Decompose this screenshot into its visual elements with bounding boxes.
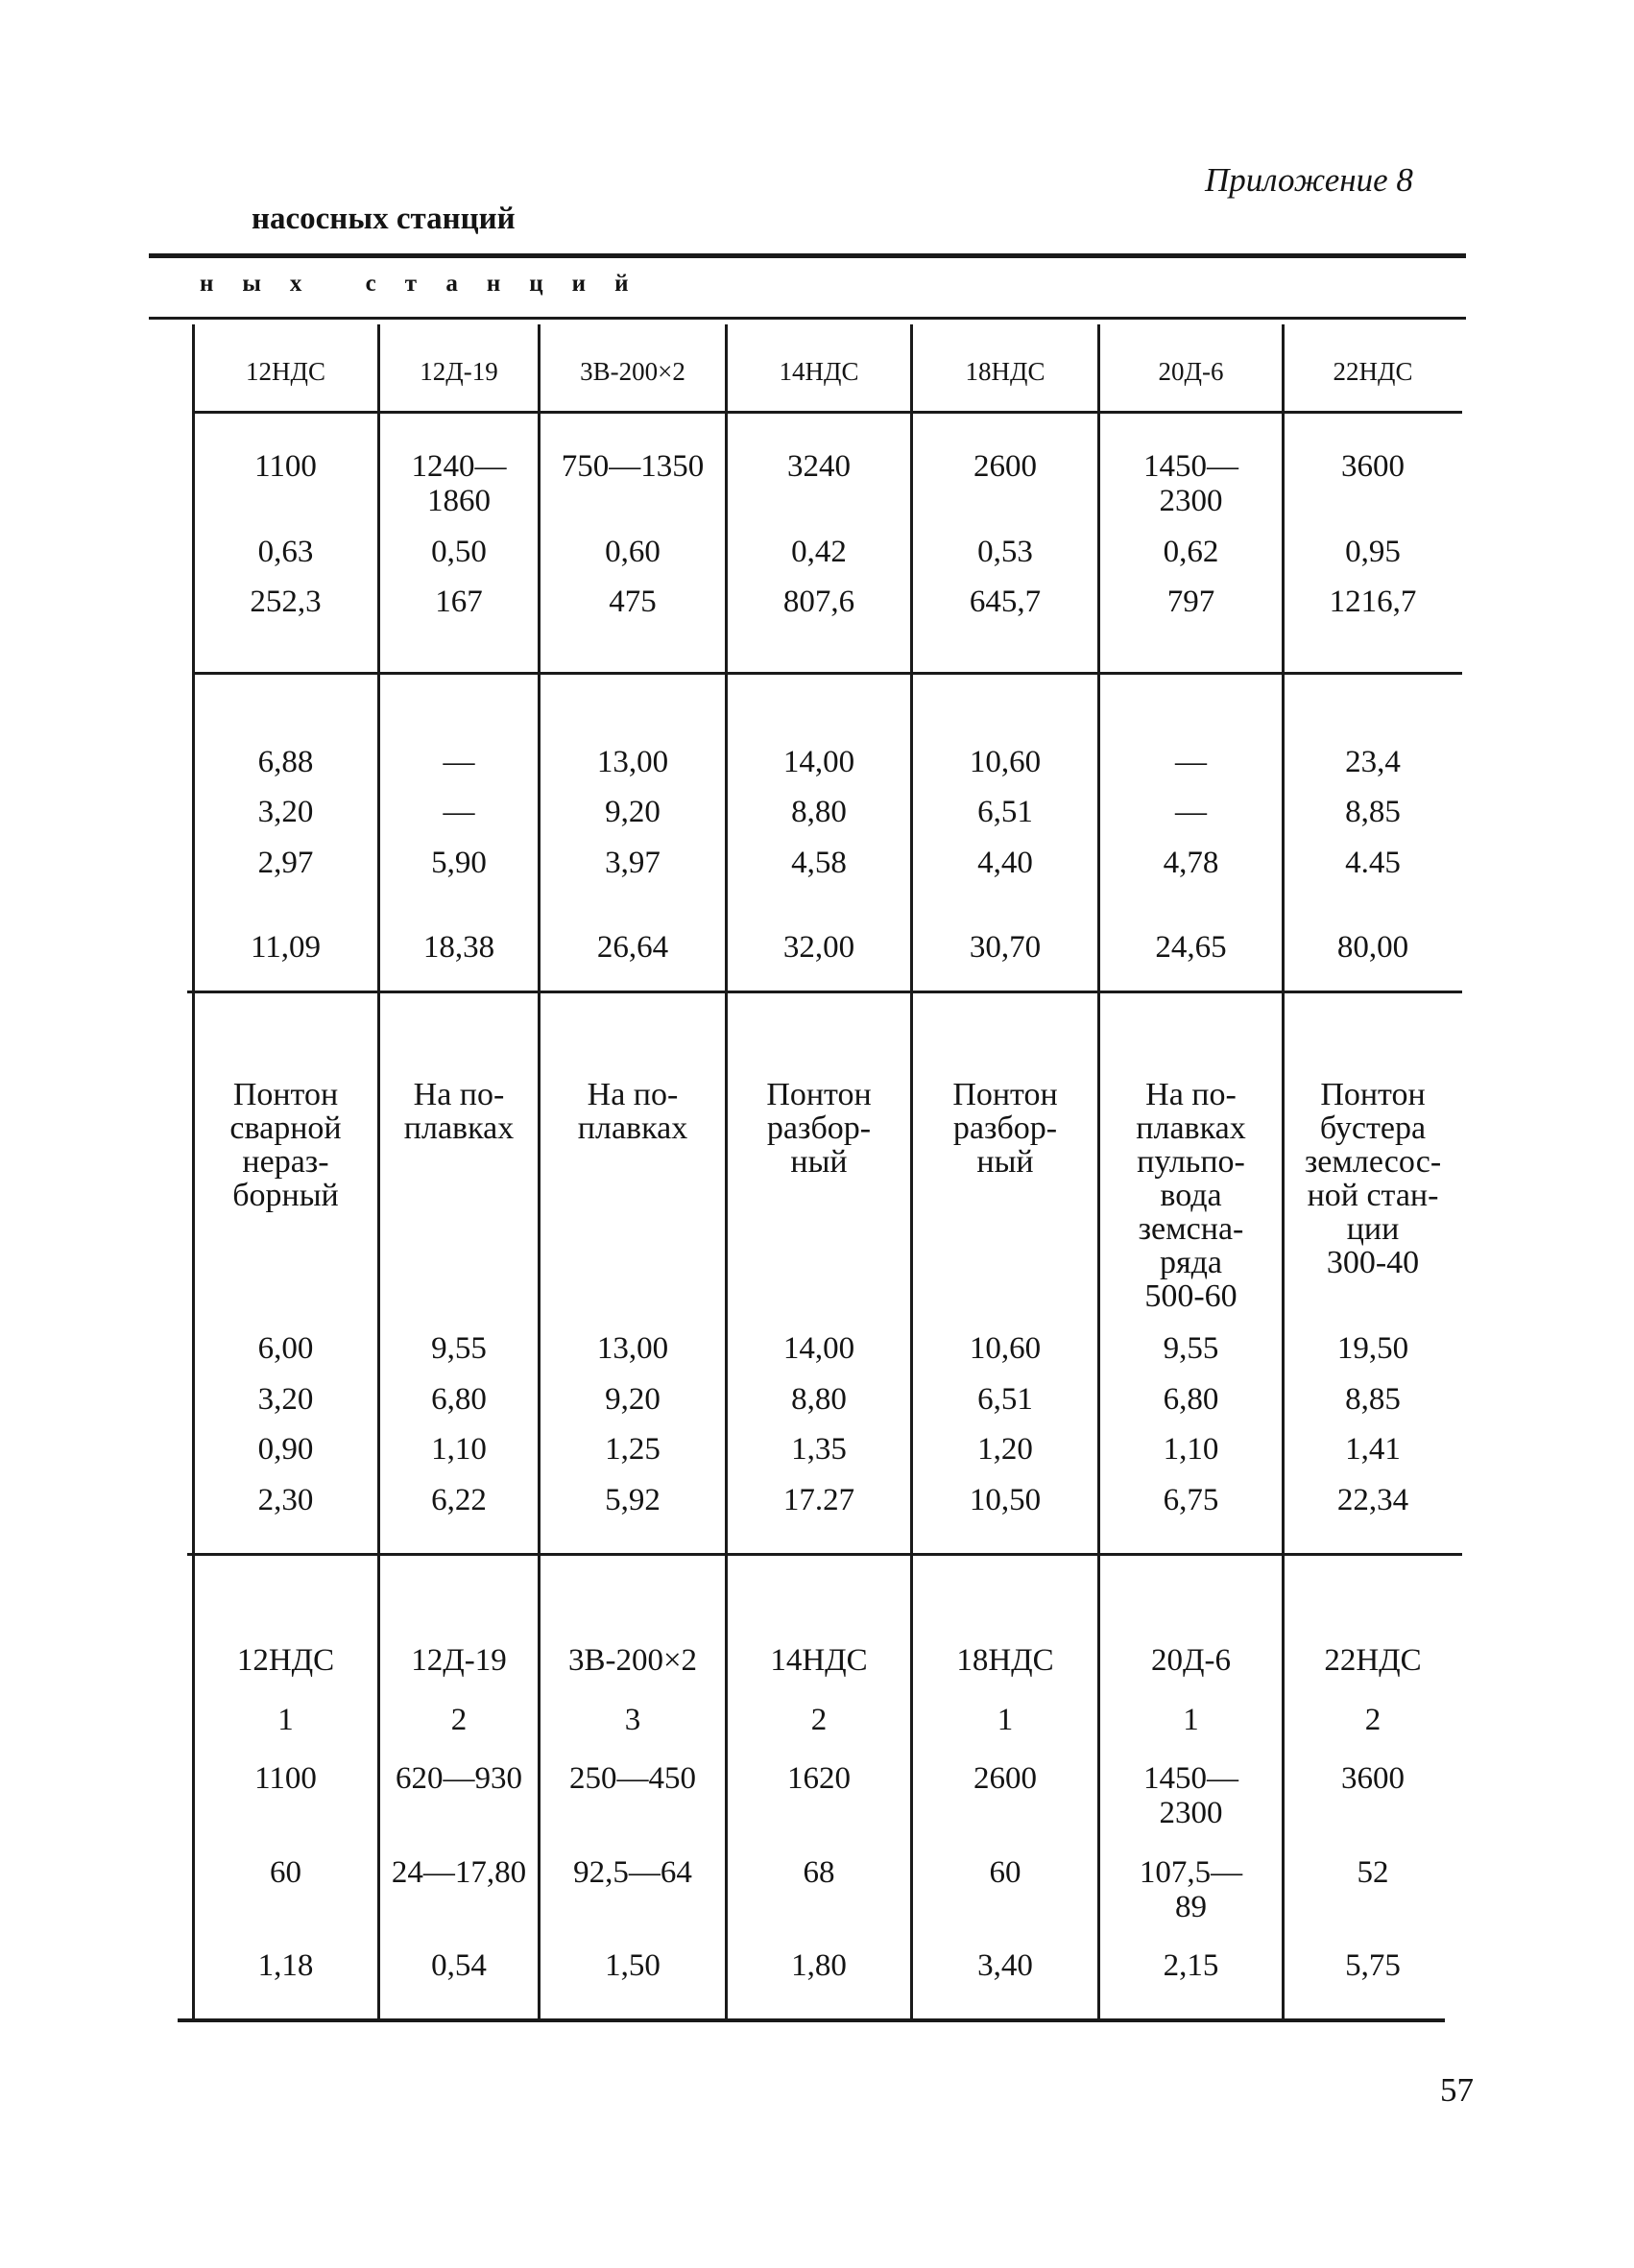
block4-cell: 1 (1183, 1703, 1199, 1737)
block2-cell: — (1175, 745, 1207, 779)
block1-cell: 0,95 (1345, 535, 1401, 569)
block2-cell: 23,4 (1345, 745, 1401, 779)
column-separator (910, 324, 913, 2018)
table-bottom-rule (178, 2018, 1445, 2022)
block3-cell: 6,80 (1163, 1382, 1219, 1417)
block4-cell: 1,80 (791, 1948, 847, 1983)
block4-cell: 3600 (1341, 1761, 1405, 1796)
block2-cell: 5,90 (431, 846, 487, 880)
block4-cell: 12Д-19 (411, 1643, 507, 1678)
block3-cell: 9,55 (1163, 1331, 1219, 1366)
block2-cell: 4.45 (1345, 846, 1401, 880)
block4-cell: 250—450 (569, 1761, 696, 1796)
block3-cell: 3,20 (257, 1382, 314, 1417)
block2-cell: 3,97 (605, 846, 661, 880)
block4-cell: 12НДС (236, 1643, 335, 1678)
block2-cell: 2,97 (257, 846, 314, 880)
block2-cell: 13,00 (596, 745, 669, 779)
block4-cell: 92,5—64 (573, 1855, 692, 1890)
block3-cell: 10,50 (969, 1483, 1042, 1517)
header-cell: 18НДС (965, 357, 1045, 386)
block2-cell: 4,58 (791, 846, 847, 880)
block4-cell: 2,15 (1163, 1948, 1219, 1983)
block2-cell: 30,70 (969, 930, 1042, 965)
block3-cell: 9,55 (431, 1331, 487, 1366)
block2-cell: 4,78 (1163, 846, 1219, 880)
block2-cell: 6,51 (977, 795, 1033, 829)
block2-cell: 8,85 (1345, 795, 1401, 829)
block2-cell: 26,64 (596, 930, 669, 965)
top-rule (149, 253, 1466, 258)
block3-cell: 6,00 (257, 1331, 314, 1366)
block3-cell: 6,75 (1163, 1483, 1219, 1517)
block3-cell: 1,25 (605, 1432, 661, 1467)
block2-bottom-rule (187, 991, 1462, 993)
block2-cell: 32,00 (782, 930, 855, 965)
block3-cell: 5,92 (605, 1483, 661, 1517)
spaced-heading: ных станций (200, 271, 658, 297)
block1-cell: 0,60 (605, 535, 661, 569)
block1-cell: 1240— 1860 (411, 449, 507, 518)
header-bottom-rule (192, 411, 1462, 414)
block1-cell: 252,3 (250, 585, 322, 619)
block1-cell: 2600 (973, 449, 1037, 484)
block2-cell: 10,60 (969, 745, 1042, 779)
block3-description: Понтон разбор- ный (952, 1077, 1058, 1180)
block1-cell: 3600 (1341, 449, 1405, 484)
block4-cell: 3 (624, 1703, 641, 1737)
block4-cell: 1,50 (605, 1948, 661, 1983)
block4-cell: 1100 (254, 1761, 317, 1796)
block3-description: Понтон разбор- ный (766, 1077, 872, 1180)
block3-cell: 1,41 (1345, 1432, 1401, 1467)
column-separator (1097, 324, 1100, 2018)
block3-cell: 13,00 (596, 1331, 669, 1366)
block1-cell: 1216,7 (1329, 585, 1417, 619)
block3-bottom-rule (187, 1553, 1462, 1556)
block2-cell: — (443, 745, 475, 779)
column-separator (725, 324, 728, 2018)
block1-cell: 167 (435, 585, 483, 619)
block4-cell: 0,54 (431, 1948, 487, 1983)
block4-cell: 107,5— 89 (1139, 1855, 1243, 1924)
block4-cell: 22НДС (1324, 1643, 1422, 1678)
block2-cell: 80,00 (1336, 930, 1409, 965)
column-separator (1282, 324, 1285, 2018)
block3-cell: 1,10 (1163, 1432, 1219, 1467)
block3-cell: 6,22 (431, 1483, 487, 1517)
block4-cell: 60 (989, 1855, 1021, 1890)
column-separator (377, 324, 380, 2018)
block3-cell: 19,50 (1336, 1331, 1409, 1366)
block1-cell: 750—1350 (561, 449, 705, 484)
block3-cell: 1,35 (791, 1432, 847, 1467)
header-cell: 20Д-6 (1158, 357, 1224, 386)
block4-cell: 1620 (787, 1761, 851, 1796)
block4-cell: 5,75 (1345, 1948, 1401, 1983)
block2-cell: 24,65 (1155, 930, 1227, 965)
header-cell: 14НДС (779, 357, 859, 386)
block4-cell: 2 (1364, 1703, 1382, 1737)
block2-cell: — (443, 795, 475, 829)
block4-cell: 68 (803, 1855, 835, 1890)
block2-cell: — (1175, 795, 1207, 829)
table-caption: насосных станций (252, 202, 516, 236)
block1-cell: 0,53 (977, 535, 1033, 569)
block3-cell: 22,34 (1336, 1483, 1409, 1517)
block1-cell: 1100 (254, 449, 317, 484)
block3-cell: 1,20 (977, 1432, 1033, 1467)
block2-cell: 11,09 (250, 930, 322, 965)
block3-cell: 8,80 (791, 1382, 847, 1417)
block4-cell: 52 (1357, 1855, 1389, 1890)
header-cell: 3В-200×2 (580, 357, 685, 386)
block1-cell: 0,50 (431, 535, 487, 569)
block2-cell: 18,38 (422, 930, 495, 965)
block4-cell: 18НДС (956, 1643, 1054, 1678)
table-left-border (192, 324, 195, 2018)
appendix-label: Приложение 8 (1205, 161, 1413, 199)
block4-cell: 620—930 (396, 1761, 522, 1796)
block2-cell: 3,20 (257, 795, 314, 829)
block1-cell: 0,63 (257, 535, 314, 569)
block3-description: Понтон сварной нераз- борный (229, 1077, 342, 1213)
block4-cell: 3,40 (977, 1948, 1033, 1983)
block1-cell: 645,7 (969, 585, 1042, 619)
block3-cell: 6,51 (977, 1382, 1033, 1417)
block1-cell: 807,6 (782, 585, 855, 619)
block3-cell: 9,20 (605, 1382, 661, 1417)
block1-bottom-rule (192, 672, 1462, 675)
block3-cell: 8,85 (1345, 1382, 1401, 1417)
block4-cell: 1450— 2300 (1143, 1761, 1238, 1830)
block4-cell: 1,18 (257, 1948, 314, 1983)
block1-cell: 797 (1166, 585, 1215, 619)
block2-cell: 6,88 (257, 745, 314, 779)
block4-cell: 2 (810, 1703, 828, 1737)
block4-cell: 14НДС (770, 1643, 868, 1678)
block4-cell: 2600 (973, 1761, 1037, 1796)
block2-cell: 9,20 (605, 795, 661, 829)
block3-cell: 14,00 (782, 1331, 855, 1366)
block3-cell: 1,10 (431, 1432, 487, 1467)
block4-cell: 1 (277, 1703, 294, 1737)
header-cell: 22НДС (1333, 357, 1413, 386)
block3-cell: 10,60 (969, 1331, 1042, 1366)
block4-cell: 20Д-6 (1151, 1643, 1231, 1678)
block3-cell: 2,30 (257, 1483, 314, 1517)
block3-description: На по- плавках пульпо- вода земсна- ряда 500-60 (1136, 1077, 1246, 1314)
block3-cell: 17.27 (782, 1483, 855, 1517)
block1-cell: 475 (609, 585, 657, 619)
block1-cell: 1450— 2300 (1143, 449, 1238, 518)
header-cell: 12НДС (246, 357, 325, 386)
block4-cell: 2 (450, 1703, 468, 1737)
block1-cell: 0,42 (791, 535, 847, 569)
block4-cell: 60 (270, 1855, 301, 1890)
block3-description: На по- плавках (577, 1077, 688, 1146)
block2-cell: 4,40 (977, 846, 1033, 880)
block2-cell: 8,80 (791, 795, 847, 829)
block3-cell: 0,90 (257, 1432, 314, 1467)
header-cell: 12Д-19 (420, 357, 498, 386)
block4-cell: 1 (997, 1703, 1014, 1737)
block2-cell: 14,00 (782, 745, 855, 779)
page-number: 57 (1440, 2071, 1474, 2109)
header-top-rule (149, 317, 1466, 320)
block4-cell: 3В-200×2 (567, 1643, 698, 1678)
block3-description: На по- плавках (403, 1077, 515, 1146)
block1-cell: 3240 (787, 449, 851, 484)
block1-cell: 0,62 (1163, 535, 1219, 569)
column-separator (538, 324, 541, 2018)
block3-description: Понтон бустера землесос- ной стан- ции 300-40 (1304, 1077, 1442, 1280)
block3-cell: 6,80 (431, 1382, 487, 1417)
block4-cell: 24—17,80 (391, 1855, 527, 1890)
